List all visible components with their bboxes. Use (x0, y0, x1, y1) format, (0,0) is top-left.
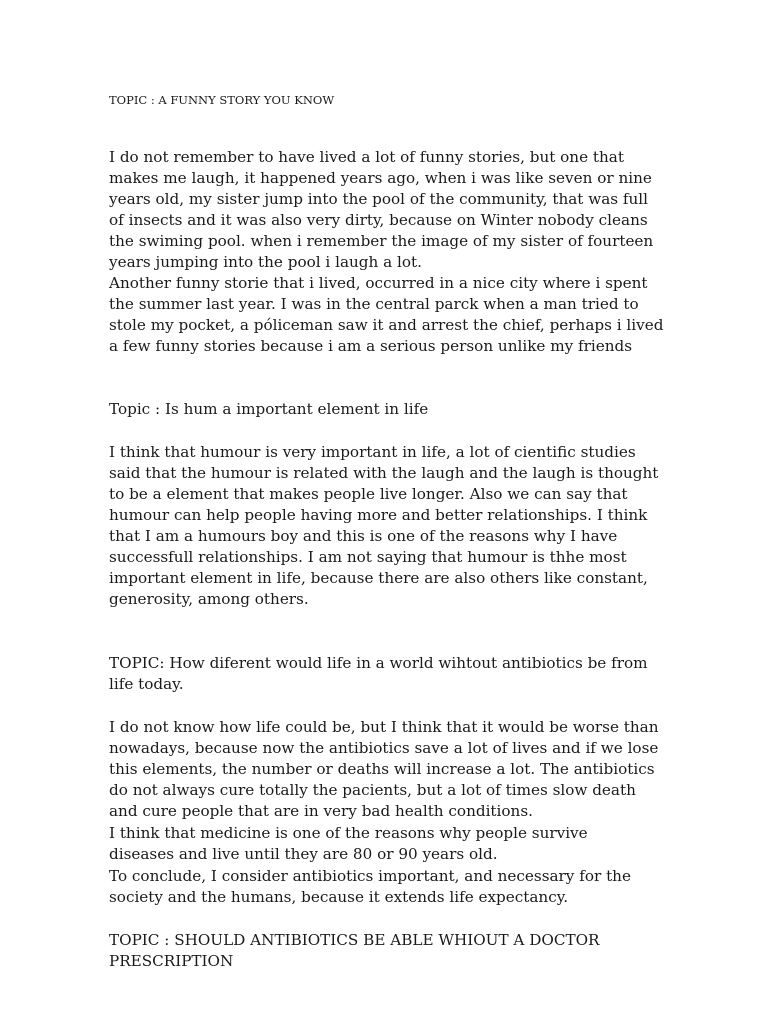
body-line: I do not remember to have lived a lot of funny stories, but one that (109, 148, 624, 166)
body-line: a few funny stories because i am a serious person unlike my friends (109, 337, 633, 355)
body-line: makes me laugh, it happened years ago, when i was like seven or nine (109, 169, 652, 187)
body-line: the swiming pool. when i remember the image of my sister of fourteen (109, 232, 654, 250)
body-line: the summer last year. I was in the central parck when a man tried to (109, 295, 639, 313)
title-line: TOPIC : SHOULD ANTIBIOTICS BE ABLE WHIOUT A DOCTOR (109, 931, 600, 949)
body-line: I do not know how life could be, but I think that it would be worse than (109, 718, 659, 736)
body-line: of insects and it was also very dirty, because on Winter nobody cleans (109, 211, 648, 229)
body-line: important element in life, because there are also others like constant, (109, 569, 648, 587)
body-line: Another funny storie that i lived, occurred in a nice city where i spent (109, 274, 648, 292)
body-line: stole my pocket, a póliceman saw it and arrest the chief, perhaps i lived (109, 316, 664, 334)
body-line: nowadays, because now the antibiotics save a lot of lives and if we lose (109, 739, 659, 757)
body-line: years old, my sister jump into the pool of the community, that was full (109, 190, 649, 208)
body-line: I think that medicine is one of the reasons why people survive (109, 824, 588, 842)
body-line: to be a element that makes people live longer. Also we can say that (109, 485, 628, 503)
body-line: I think that humour is very important in life, a lot of cientific studies (109, 443, 636, 461)
body-line: humour can help people having more and better relationships. I think (109, 506, 648, 524)
body-line: do not always cure totally the pacients, but a lot of times slow death (109, 781, 636, 799)
title-line: TOPIC: How diferent would life in a world wihtout antibiotics be from (109, 654, 648, 672)
body-line: society and the humans, because it extends life expectancy. (109, 888, 569, 906)
body-line: and cure people that are in very bad health conditions. (109, 802, 533, 820)
body-line: To conclude, I consider antibiotics important, and necessary for the (109, 867, 631, 885)
body-line: years jumping into the pool i laugh a lot. (109, 253, 422, 271)
title-line: life today. (109, 675, 184, 693)
title-line: PRESCRIPTION (109, 952, 234, 970)
body-line: successfull relationships. I am not saying that humour is thhe most (109, 548, 627, 566)
body-line: diseases and live until they are 80 or 90 years old. (109, 845, 498, 863)
topic-1-title: TOPIC : A FUNNY STORY YOU KNOW (109, 93, 335, 107)
body-line: said that the humour is related with the laugh and the laugh is thought (109, 464, 659, 482)
body-line: that I am a humours boy and this is one of the reasons why I have (109, 527, 618, 545)
topic-2-title: Topic : Is hum a important element in life (109, 400, 429, 418)
body-line: generosity, among others. (109, 590, 309, 608)
body-line: this elements, the number or deaths will increase a lot. The antibiotics (109, 760, 655, 778)
